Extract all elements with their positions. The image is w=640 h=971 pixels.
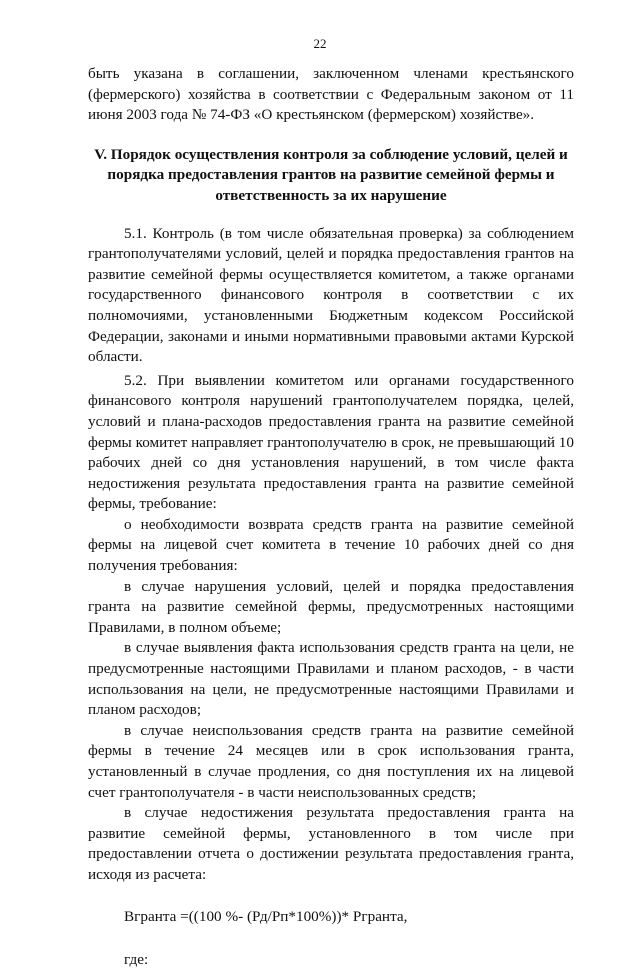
paragraph-case-unused-funds: в случае неиспользования средств гранта на развитие семейной фермы в течение 24 месяцев или в срок использования гранта, установленный в случае продления, со дня поступления их на лицевой счет грантополучателя - в части неиспользованных средств; xyxy=(88,721,574,801)
paragraph-case-misuse: в случае выявления факта использования средств гранта на цели, не предусмотренные настоящими Правилами и планом расходов, - в части использования на цели, не предусмотренные настоящими Правилами и планом расходов; xyxy=(88,639,574,719)
paragraph-case-result-not-achieved: в случае недостижения результата предоставления гранта на развитие семейной фермы, установленного в том числе при предоставлении отчета о достижении результата предоставления гранта, исходя из расчета: xyxy=(88,804,574,883)
paragraph-case-violation: в случае нарушения условий, целей и порядка предоставления гранта на развитие семейной фермы, предусмотренных настоящими Правилами, в полном объеме; xyxy=(88,577,574,636)
section-heading: V. Порядок осуществления контроля за соблюдение условий, целей и порядка предоставления грантов на развитие семейной фермы и ответственность за их нарушение xyxy=(94,145,568,204)
where-label: где: xyxy=(124,951,149,969)
document-body xyxy=(88,64,574,971)
refund-formula: Вгранта =((100 %- (Рд/Рп*100%))* Ргранта, xyxy=(124,907,408,925)
paragraph-5-2: 5.2. При выявлении комитетом или органами государственного финансового контроля нарушений грантополучателем порядка, целей, условий и плана-расходов предоставления гранта на развитие семейной фермы комитет направляет грантополучателю в срок, не превышающий 10 рабочих дней со дня установления нарушений, в том числе факта недостижения результата предоставления гранта на развитие семейной фермы, требование: xyxy=(88,371,574,513)
intro-paragraph: быть указана в соглашении, заключенном членами крестьянского (фермерского) хозяйства в соответствии с Федеральным законом от 11 июня 2003 года № 74-ФЗ «О крестьянском (фермерском) хозяйстве». xyxy=(88,65,574,124)
page-number: 22 xyxy=(313,36,327,51)
paragraph-refund-requirement: о необходимости возврата средств гранта на развитие семейной фермы на лицевой счет комитета в течение 10 рабочих дней со дня получения требования: xyxy=(88,515,574,575)
paragraph-5-1: 5.1. Контроль (в том числе обязательная проверка) за соблюдением грантополучателями условий, целей и порядка предоставления грантов на развитие семейной фермы осуществляется комитетом, а также органами государственного финансового контроля в соответствии с их полномочиями, установленными Бюджетным кодексом Российской Федерации, законами и иными нормативными правовыми актами Курской области. xyxy=(88,224,574,366)
